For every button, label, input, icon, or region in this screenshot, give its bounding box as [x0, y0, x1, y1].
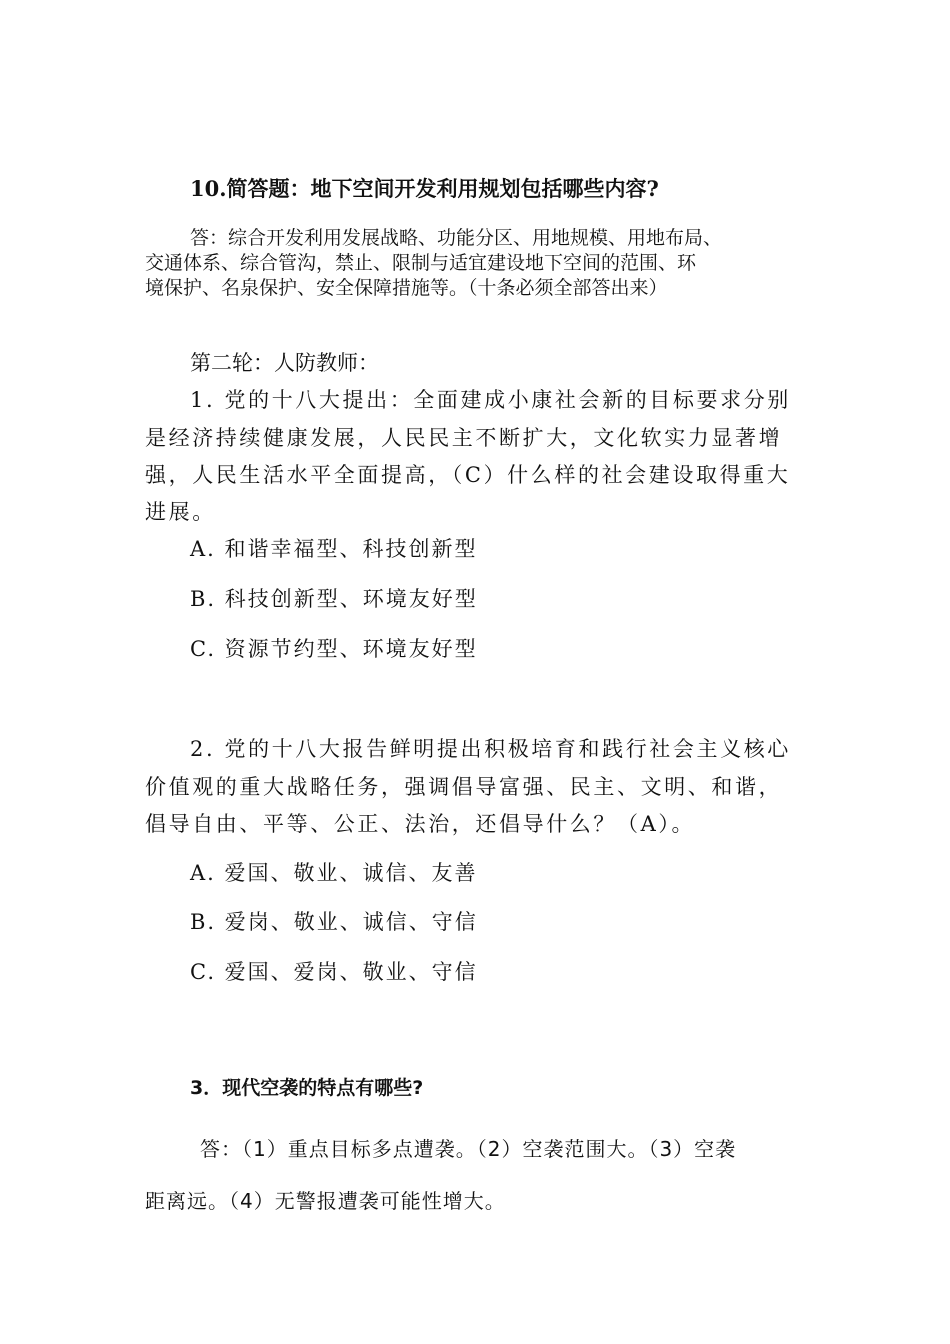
q2-option-c: C. 爱国、爱岗、敬业、守信 [190, 960, 478, 984]
q1-option-a: A. 和谐幸福型、科技创新型 [190, 537, 478, 561]
q2-option-a: A. 爱国、敬业、诚信、友善 [190, 861, 478, 885]
q1-text-line-2: 是经济持续健康发展，人民民主不断扩大，文化软实力显著增 [145, 426, 783, 450]
q3-title: 3．现代空袭的特点有哪些? [190, 1077, 424, 1099]
q2-option-b: B. 爱岗、敬业、诚信、守信 [190, 910, 478, 934]
q3-answer-line-2: 距离远。（4）无警报遭袭可能性增大。 [145, 1189, 506, 1213]
q1-text-line-3: 强，人民生活水平全面提高，（C）什么样的社会建设取得重大 [145, 463, 791, 487]
round2-heading: 第二轮：人防教师： [190, 351, 379, 375]
q10-answer-line-3: 境保护、名泉保护、安全保障措施等。（十条必须全部答出来） [145, 277, 668, 299]
q1-option-c: C. 资源节约型、环境友好型 [190, 637, 478, 661]
q1-text-line-4: 进展。 [145, 500, 216, 524]
q10-title: 10.简答题：地下空间开发利用规划包括哪些内容? [190, 176, 659, 201]
q2-text-line-3: 倡导自由、平等、公正、法治，还倡导什么？（A）。 [145, 812, 696, 836]
q2-text-line-1: 2. 党的十八大报告鲜明提出积极培育和践行社会主义核心 [190, 737, 791, 761]
q1-option-b: B. 科技创新型、环境友好型 [190, 587, 478, 611]
q3-answer-line-1: 答：（1）重点目标多点遭袭。（2）空袭范围大。（3）空袭 [200, 1137, 737, 1161]
q1-text-line-1: 1. 党的十八大提出：全面建成小康社会新的目标要求分别 [190, 388, 791, 412]
q10-answer-line-2: 交通体系、综合管沟，禁止、限制与适宜建设地下空间的范围、环 [145, 252, 697, 274]
q2-text-line-2: 价值观的重大战略任务，强调倡导富强、民主、文明、和谐， [145, 775, 783, 799]
q10-answer-line-1: 答：综合开发利用发展战略、功能分区、用地规模、用地布局、 [190, 227, 723, 249]
